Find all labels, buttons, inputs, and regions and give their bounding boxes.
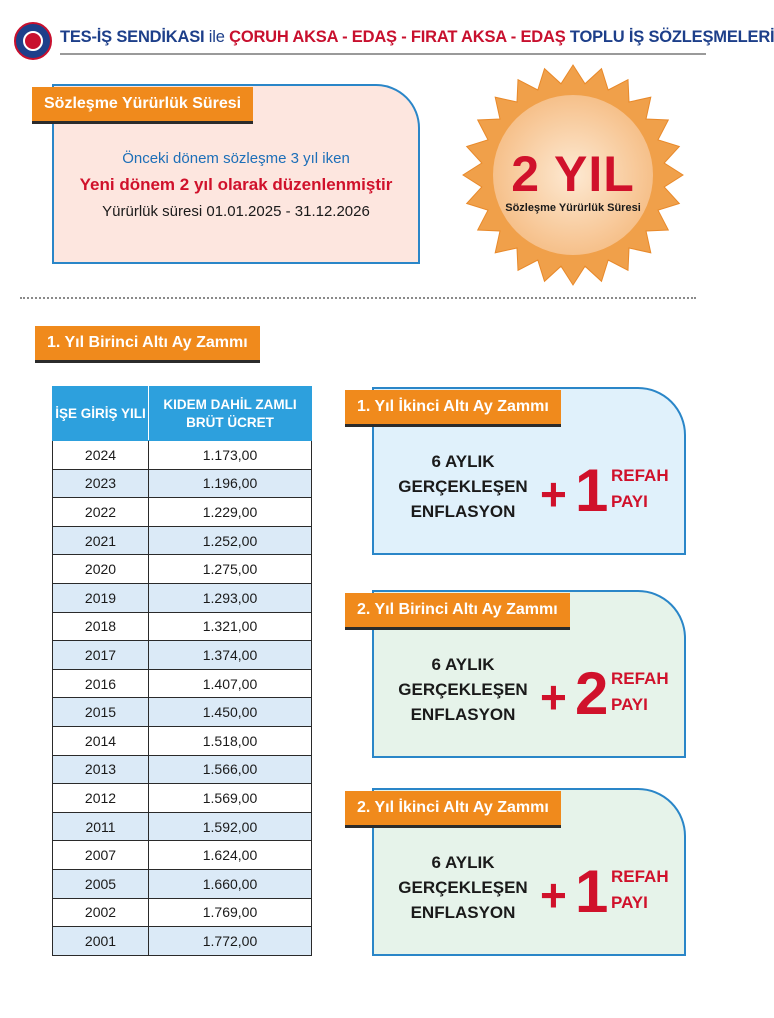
table-row [53,641,312,670]
badge-big-text: 2 YIL [511,146,635,202]
entry-year-cell: 2024 [53,441,149,470]
raise-plus-sign: + [540,869,567,921]
raise-plus-sign: + [540,671,567,723]
raise-inflation-text [378,449,548,524]
raise-welfare-text [611,463,691,515]
gross-wage-cell: 1.293,00 [149,583,312,612]
raise-inflation-line: GERÇEKLEŞEN [398,477,528,496]
raise-inflation-line: GERÇEKLEŞEN [398,680,528,699]
table-row [53,898,312,927]
raise-inflation-line: ENFLASYON [410,705,516,724]
table-row [53,555,312,584]
gross-wage-cell: 1.772,00 [149,927,312,956]
page-header [14,22,774,60]
gross-wage-cell: 1.592,00 [149,812,312,841]
table-tag: 1. Yıl Birinci Altı Ay Zammı [35,326,260,360]
raise-inflation-line: GERÇEKLEŞEN [398,878,528,897]
raise-welfare-text [611,864,691,916]
raise-welfare-line: PAYI [611,893,648,912]
table-row [53,869,312,898]
badge-sub-text: Sözleşme Yürürlük Süresi [505,202,641,214]
raise-inflation-line: 6 AYLIK [431,655,495,674]
validity-line-2: Yeni dönem 2 yıl olarak düzenlenmiştir [79,175,393,194]
raise-welfare-number: 2 [575,660,609,727]
table-row [53,927,312,956]
gross-wage-cell: 1.275,00 [149,555,312,584]
header-company-2: FIRAT AKSA [410,28,507,46]
table-row [53,784,312,813]
entry-year-cell: 2002 [53,898,149,927]
raise-inflation-line: 6 AYLIK [431,452,495,471]
table-row [53,669,312,698]
gross-wage-cell: 1.173,00 [149,441,312,470]
gross-wage-cell: 1.374,00 [149,641,312,670]
table-row [53,612,312,641]
table-row [53,526,312,555]
header-divider [60,53,706,55]
gross-wage-cell: 1.660,00 [149,869,312,898]
entry-year-cell: 2022 [53,498,149,527]
entry-year-cell: 2018 [53,612,149,641]
header-entry-year: İŞE GİRİŞ YILI [53,387,149,441]
gross-wage-cell: 1.321,00 [149,612,312,641]
gross-wage-cell: 1.624,00 [149,841,312,870]
entry-year-cell: 2014 [53,726,149,755]
raise-inflation-line: 6 AYLIK [431,853,495,872]
raise-welfare-number: 1 [575,457,609,524]
entry-year-cell: 2021 [53,526,149,555]
header-suffix: TOPLU İŞ SÖZLEŞMELERİ [569,28,774,46]
table-row [53,726,312,755]
header-title [60,28,774,47]
header-conj: ile [208,28,225,46]
table-row [53,469,312,498]
table-row [53,498,312,527]
validity-line-3: Yürürlük süresi 01.01.2025 - 31.12.2026 [102,203,370,220]
gross-wage-cell: 1.252,00 [149,526,312,555]
raise-inflation-text [378,850,548,925]
gross-wage-cell: 1.229,00 [149,498,312,527]
validity-tag: Sözleşme Yürürlük Süresi [32,87,253,121]
entry-year-cell: 2005 [53,869,149,898]
raise-welfare-line: PAYI [611,492,648,511]
gross-wage-cell: 1.569,00 [149,784,312,813]
header-sep-2: - EDAŞ [510,28,566,46]
raise-welfare-line: REFAH [611,466,669,485]
raise-welfare-text [611,666,691,718]
header-gross-wage: KIDEM DAHİL ZAMLI BRÜT ÜCRET [149,387,312,441]
validity-text [52,148,420,224]
gross-wage-cell: 1.450,00 [149,698,312,727]
header-company-1: ÇORUH AKSA [229,28,338,46]
raise-welfare-line: REFAH [611,867,669,886]
gross-wage-cell: 1.407,00 [149,669,312,698]
entry-year-cell: 2017 [53,641,149,670]
entry-year-cell: 2019 [53,583,149,612]
union-logo-icon [14,22,52,60]
raise-plus-sign: + [540,468,567,520]
raise-inflation-line: ENFLASYON [410,502,516,521]
raise-welfare-line: REFAH [611,669,669,688]
raise-inflation-text [378,652,548,727]
entry-year-cell: 2015 [53,698,149,727]
entry-year-cell: 2007 [53,841,149,870]
entry-year-cell: 2020 [53,555,149,584]
raise-inflation-line: ENFLASYON [410,903,516,922]
entry-year-cell: 2012 [53,784,149,813]
gross-wage-cell: 1.196,00 [149,469,312,498]
table-row [53,698,312,727]
section-divider [20,297,696,299]
entry-year-cell: 2011 [53,812,149,841]
raise-tag: 2. Yıl İkinci Altı Ay Zammı [345,791,561,825]
table-row [53,441,312,470]
gross-wage-cell: 1.566,00 [149,755,312,784]
table-row [53,755,312,784]
raise-welfare-number: 1 [575,858,609,925]
raise-welfare-line: PAYI [611,695,648,714]
table-row [53,812,312,841]
entry-year-cell: 2001 [53,927,149,956]
header-sep-1: - EDAŞ - [342,28,407,46]
table-row [53,583,312,612]
entry-year-cell: 2016 [53,669,149,698]
entry-year-cell: 2013 [53,755,149,784]
raise-tag: 2. Yıl Birinci Altı Ay Zammı [345,593,570,627]
table-row [53,841,312,870]
gross-wage-cell: 1.769,00 [149,898,312,927]
validity-line-1: Önceki dönem sözleşme 3 yıl iken [122,150,350,167]
header-union: TES-İŞ SENDİKASI [60,28,205,46]
entry-year-cell: 2023 [53,469,149,498]
raise-tag: 1. Yıl İkinci Altı Ay Zammı [345,390,561,424]
salary-table [52,386,312,956]
gross-wage-cell: 1.518,00 [149,726,312,755]
